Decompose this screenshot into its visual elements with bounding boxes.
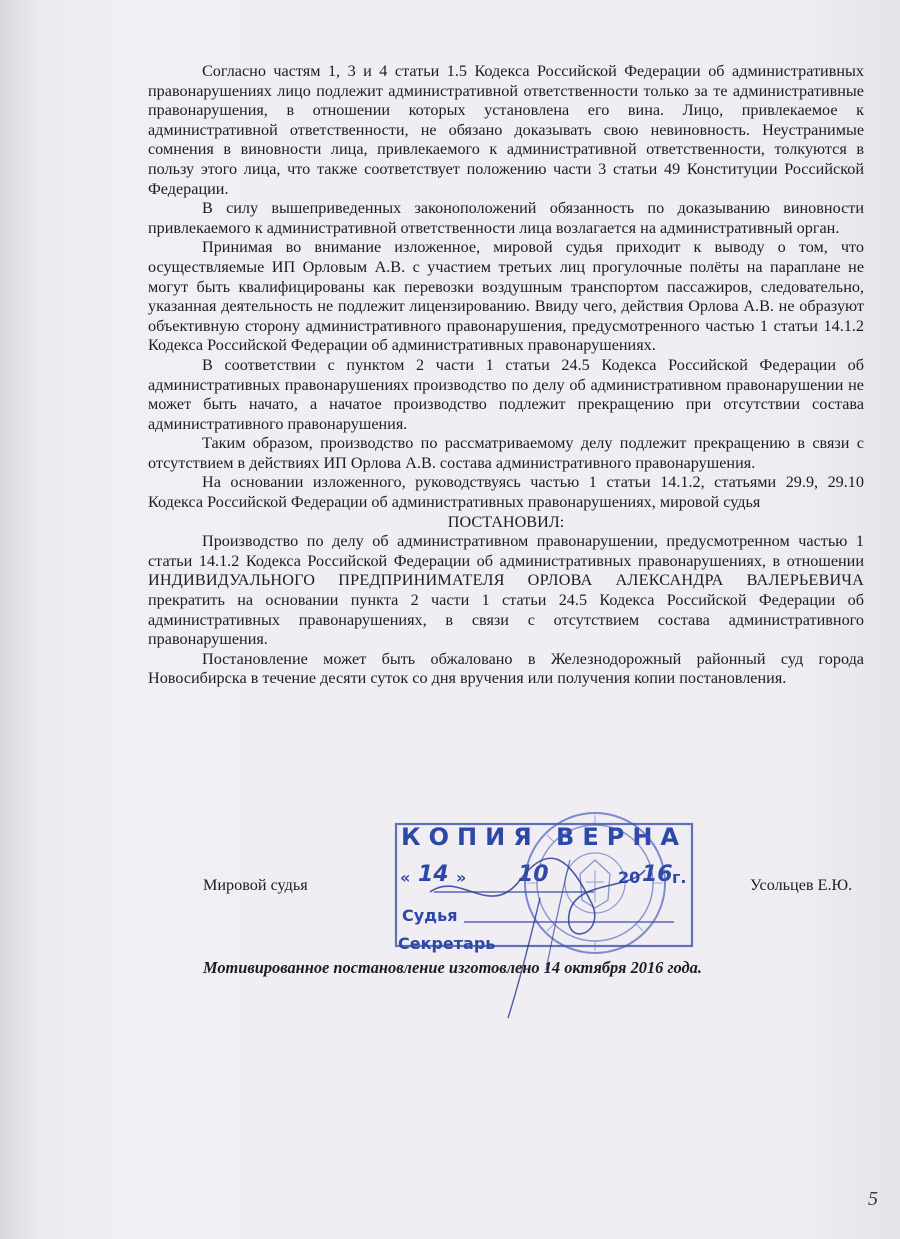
- paragraph-4: В соответствии с пунктом 2 части 1 статьи 24.5 Кодекса Российской Федерации об административных правонарушениях производство по делу об административном правонарушении не может быть начато, а начатое производство подлежит прекращению при отсутствии состава административного правонарушения.: [148, 355, 864, 433]
- resolution-heading: ПОСТАНОВИЛ:: [447, 512, 565, 531]
- judge-signature-label: Мировой судья: [203, 876, 308, 894]
- stamp-judge-label: Судья: [402, 906, 458, 925]
- paragraph-6: На основании изложенного, руководствуясь частью 1 статьи 14.1.2, статьями 29.9, 29.10 Кодекса Российской Федерации об административных правонарушениях, мировой судья: [148, 473, 864, 512]
- defendant-name: ИНДИВИДУАЛЬНОГО ПРЕДПРИНИМАТЕЛЯ ОРЛОВА АЛЕКСАНДРА ВАЛЕРЬЕВИЧА: [148, 571, 864, 590]
- stamp-date-year-prefix: 20: [618, 868, 641, 887]
- resolution-text-after: прекратить на основании пункта 2 части 1 статьи 24.5 Кодекса Российской Федерации об административных правонарушениях, в связи с отсутствием состава административного правонарушения.: [148, 591, 864, 649]
- page-number: 5: [868, 1188, 878, 1210]
- judge-name: Усольцев Е.Ю.: [750, 876, 853, 894]
- paragraph-5: Таким образом, производство по рассматриваемому делу подлежит прекращению в связи с отсутствием в действиях ИП Орлова А.В. состава административного правонарушения.: [148, 434, 864, 472]
- paragraph-1: Согласно частям 1, 3 и 4 статьи 1.5 Кодекса Российской Федерации об административных правонарушениях лицо подлежит административной ответственности только за те административные правонарушения, в отношении которых установлена его вина. Лицо, привлекаемое к административной ответственности, не обязано доказывать свою невиновность. Неустранимые сомнения в виновности лица, привлекаемого к административной ответственности, толкуются в пользу этого лица, что также соответствует положению части 3 статьи 49 Конституции Российской Федерации.: [148, 62, 864, 198]
- resolution-paragraph: [148, 532, 864, 650]
- stamp-date-close-quote: »: [456, 868, 467, 887]
- stamp-date-suffix: г.: [672, 868, 687, 887]
- document-body: [148, 62, 864, 689]
- paragraph-2: В силу вышеприведенных законоположений обязанность по доказыванию виновности привлекаемого к административной ответственности лица возлагается на административный орган.: [148, 199, 864, 237]
- stamp-secretary-label: Секретарь: [398, 934, 496, 953]
- stamp-title: КОПИЯ ВЕРНА: [401, 823, 687, 851]
- stamp-date-day: 14: [418, 862, 449, 887]
- resolution-text-before: Производство по делу об административном правонарушении, предусмотренном частью 1 статьи 14.1.2 Кодекса Российской Федерации об административных правонарушениях, в отношении: [148, 532, 864, 570]
- stamp-date-month: 10: [518, 862, 549, 887]
- stamp-date-year: 16: [642, 862, 673, 887]
- footer-note: Мотивированное постановление изготовлено 14 октября 2016 года.: [203, 958, 702, 977]
- appeal-paragraph: Постановление может быть обжаловано в Железнодорожный районный суд города Новосибирска в течение десяти суток со дня вручения или получения копии постановления.: [148, 649, 864, 688]
- paragraph-3: Принимая во внимание изложенное, мировой судья приходит к выводу о том, что осуществляемые ИП Орловым А.В. с участием третьих лиц прогулочные полёты на параплане не могут быть квалифицированы как перевозки воздушным транспортом пассажиров, следовательно, указанная деятельность не подлежит лицензированию. Ввиду чего, действия Орлова А.В. не образуют объективную сторону административного правонарушения, предусмотренного частью 1 статьи 14.1.2 Кодекса Российской Федерации об административных правонарушениях.: [148, 238, 864, 355]
- stamp-date-open-quote: «: [400, 868, 411, 887]
- handwritten-signature-icon: [420, 840, 660, 1020]
